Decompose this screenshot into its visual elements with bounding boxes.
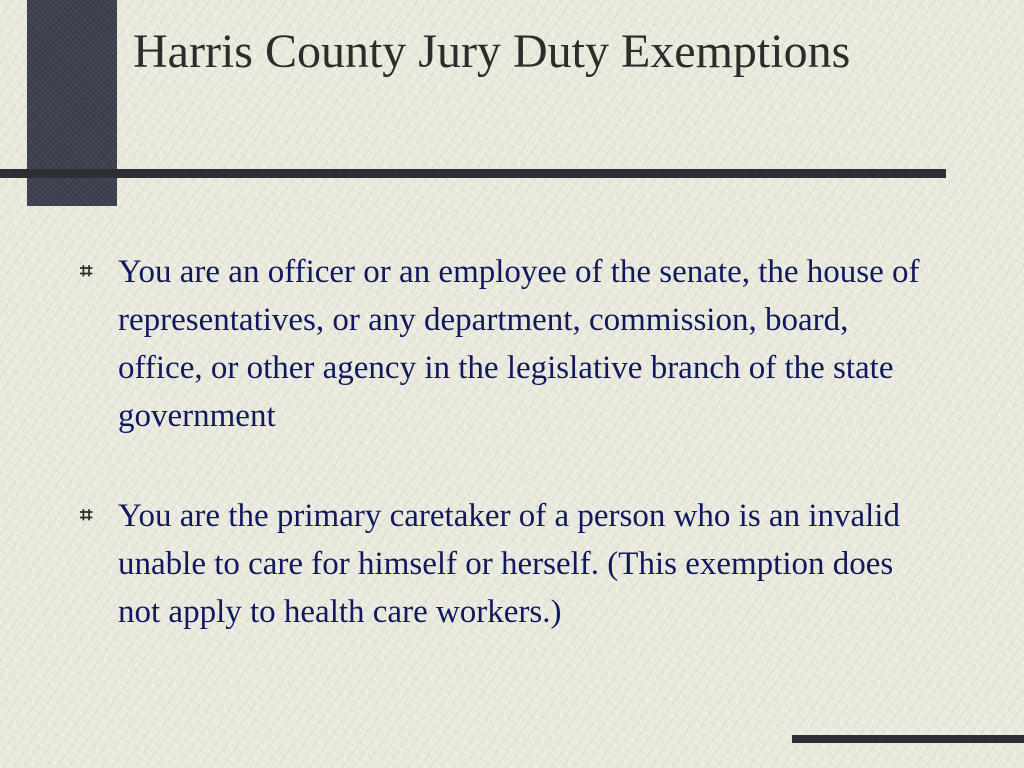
bullet-item bbox=[80, 248, 920, 440]
bullet-icon: ⌗ bbox=[80, 259, 93, 284]
slide-title: Harris County Jury Duty Exemptions bbox=[133, 25, 851, 78]
footer-divider-line bbox=[792, 735, 1024, 743]
bullet-text: You are the primary caretaker of a person who is an invalid unable to care for himself or herself. (This exemption does not apply to health care workers.) bbox=[118, 498, 900, 630]
bullet-icon: ⌗ bbox=[80, 503, 93, 528]
title-divider-line bbox=[0, 169, 946, 178]
bullet-text: You are an officer or an employee of the senate, the house of representatives, or any department, commission, board, office, or other agency in the legislative branch of the state government bbox=[118, 254, 920, 434]
bullet-item bbox=[80, 492, 920, 636]
bullet-list bbox=[80, 248, 920, 688]
